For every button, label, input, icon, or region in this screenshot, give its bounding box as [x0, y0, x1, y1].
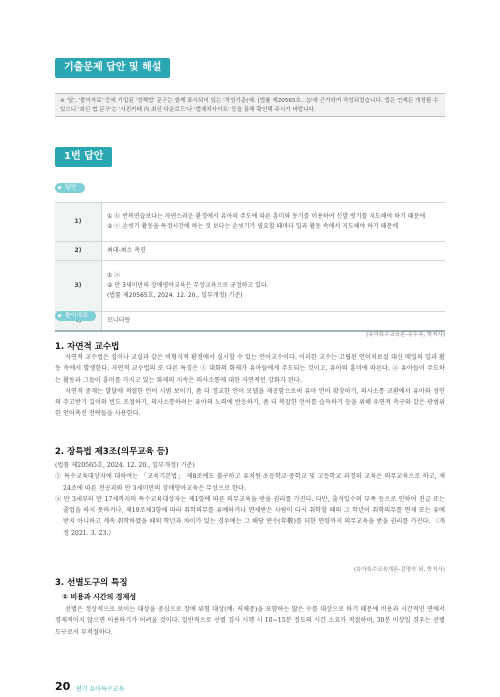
heading-natural-teaching: 1. 자연적 교수법	[55, 342, 120, 352]
paragraph-screening	[55, 604, 445, 638]
subheading-economy: ① 비용과 시간의 경제성	[62, 593, 137, 601]
paragraph: 자연적 중재는 발달에 적절한 언어 시범 보이기, 좀 더 정교한 언어 모델을 제공함으로써 유아 언어 확장하기, 의사소통 교환에서 유아와 성인의 주고받기 길이와 빈도 조절하기, 의사소통하려는 유아의 노력에 반응하기, 좀 더 복잡한 언어를 습득하기 등을 위해 우연적 측구와 같은 광범위한 언어촉진 전략들을 사용한다.	[55, 387, 445, 418]
answer-line: (법률 제20565호, 2024. 12. 20., 일부개정) 기준)	[107, 292, 243, 299]
heading-screening: 3. 선별도구의 특징	[55, 578, 128, 588]
row-number: 2)	[55, 242, 102, 261]
paragraph: 선별은 정상적으로 보이는 대상을 중심으로 장애 위험 대상(예: 저체중)을 포함하는 많은 수를 대상으로 하기 때문에 비용과 시간적인 면에서 경제적이지 않으면 이용하기가 어려울 것이다. 일반적으로 선별 검사 시행 시 10~15분 정도의 시간 소요가 적절하며, 30분 이상일 경우는 선별도구로서 부적절하다.	[55, 606, 445, 636]
answer-line: 모니터링	[102, 312, 446, 332]
row-content	[102, 203, 446, 242]
paragraph-natural-teaching	[55, 352, 445, 420]
paragraph: ① 특수교육대상자에 대하여는 「교육기본법」 제8조에도 불구하고 유치원·초등학교·중학교 및 고등학교 과정의 교육은 의무교육으로 하고, 제24조에 따른 전공과와 만 3세미만의 장애영아교육은 무상으로 한다.	[55, 473, 445, 492]
notice-box: ※ '답', '풀이자료' 등에 기입된 '정책법' 문구는 함께 표시되어 있는 '작성기준(예: [법률 제20565호…])'에 근거하여 작성되었습니다. 법은 언제든 개정될 수 있으니 '최신 법 문구'는 '사진카페 內 최신 다운로드'나 '법제처사이트' 등을 통해 확인해 주시기 바랍니다.	[55, 93, 445, 117]
answer-line: 최대-최소 촉진	[102, 242, 446, 261]
table-row	[55, 261, 445, 312]
paragraph: ② 만 3세부터 만 17세까지의 특수교육대상자는 제1항에 따른 의무교육을 받을 권리를 가진다. 다만, 출석일수의 부족 등으로 인하여 진급 또는 졸업을 하지 못하거나, 제19조제3항에 따라 취학의무를 유예하거나 면제받은 사람이 다시 취학할 때의 그 학년이 취학의무를 면제 또는 유예 받지 아니하고 계속 취학하였을 때의 학년과 차이가 있는 경우에는 그 해당 연수(年數)를 더한 연령까지 의무교육을 받을 권리를 가진다. 〈개정 2021. 3. 23.〉	[55, 495, 445, 537]
source-citation: (유아특수교육개론-김영숙 외, 학지사)	[353, 567, 445, 573]
answer-table	[55, 202, 445, 332]
paragraph: (법률 제20565호, 2024. 12. 20., 일부개정) 기준)	[55, 462, 195, 469]
row-content	[102, 261, 446, 312]
answer-line: ① ⓐ	[107, 272, 121, 279]
table-row	[55, 203, 445, 242]
answer-pill: 답안	[55, 183, 85, 193]
explanation-pill: 풀이자료	[55, 311, 96, 321]
footer-label: 편기 유아특수교육	[76, 686, 125, 693]
table-row	[55, 312, 445, 332]
answer-line: ① ⓑ 반복연습보다는 자연스러운 환경에서 유아의 주도에 따른 흥미와 동기를 이용하여 신발 벗기를 지도해야 하기 때문에	[107, 213, 426, 220]
row-number: 3)	[55, 261, 102, 312]
source-citation: (유아특수교육론-유수옥, 학지사)	[366, 332, 445, 338]
heading-law: 2. 장특법 제3조(의무교육 등)	[55, 447, 169, 457]
answer-line: ② 만 3세미만의 장애영아교육은 무상교육으로 규정하고 있다.	[107, 282, 269, 289]
paragraph: 자연적 교수법은 집이나 교실과 같은 비형식적 환경에서 실시할 수 있는 언어교수이다. 이러한 교수는 고립된 언어치료실 대신 매일의 일과 활동 속에서 발생한다. 자연적 교수법의 또 다른 특징은 ① 대화의 화제가 유아들에게 주도되는 것이고, 유아의 흥미에 따른다. ② 유아들이 주도하는 활동과 그들이 흥미를 가지고 있는 화제의 지속은 의사소통에 대한 자연적인 강화가 된다.	[55, 354, 445, 384]
paragraph-law	[55, 460, 445, 539]
section-title-answers: 기출문제 답안 및 해설	[55, 58, 170, 78]
page-number: 20	[55, 680, 71, 693]
table-row	[55, 242, 445, 261]
answer-line: ② ⓔ 손씻기 활동을 특정시간에 하는 것 보다는 손씻기가 필요할 때마다 일과 활동 속에서 지도해야 하기 때문에	[107, 223, 399, 230]
row-number: 1)	[55, 203, 102, 242]
answer-section-title: 1번 답안	[55, 147, 112, 167]
